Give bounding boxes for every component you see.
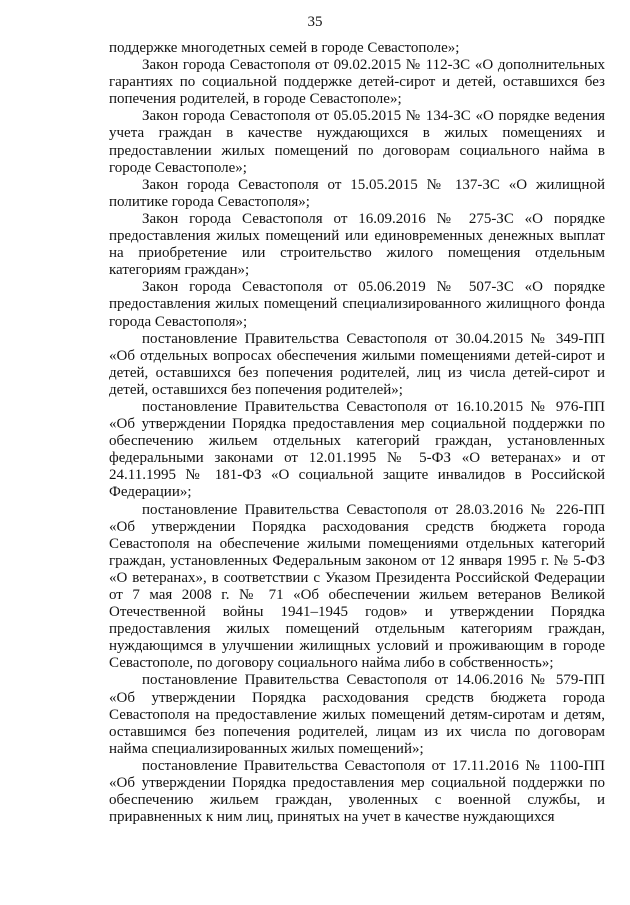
paragraph-continuation: поддержке многодетных семей в городе Севастополе»; [109, 40, 460, 56]
paragraph-resolution-579-pp: постановление Правительства Севастополя от 14.06.2016 № 579-ПП «Об утверждении Порядка расходования средств бюджета города Севастополя на предоставление жилых помещений детям-сиротам и детям, оставшимся без попечения родителей, лицам из их числа по договорам найма специализированных жилых помещений»; [109, 672, 605, 757]
paragraph-resolution-1100-pp: постановление Правительства Севастополя от 17.11.2016 № 1100-ПП «Об утверждении Порядка предоставления мер социальной поддержки по обеспечению жильем граждан, уволенных с военной службы, и приравненных к ним лиц, принятых на учет в качестве нуждающихся [109, 757, 605, 826]
paragraph-law-275-zs: Закон города Севастополя от 16.09.2016 № 275-ЗС «О порядке предоставления жилых помещений или единовременных денежных выплат на приобретение или строительство жилого помещения отдельным категориям граждан»; [109, 210, 605, 279]
paragraph-law-507-zs: Закон города Севастополя от 05.06.2019 № 507-ЗС «О порядке предоставления жилых помещений специализированного жилищного фонда города Севастополя»; [109, 279, 605, 330]
paragraph-resolution-349-pp: постановление Правительства Севастополя от 30.04.2015 № 349-ПП «Об отдельных вопросах обеспечения жилыми помещениями детей-сирот и детей, оставшихся без попечения родителей, лиц из числа детей-сирот и детей, оставшихся без попечения родителей»; [109, 330, 605, 398]
paragraph-law-112-zs: Закон города Севастополя от 09.02.2015 № 112-ЗС «О дополнительных гарантиях по социальной поддержке детей-сирот и детей, оставшихся без попечения родителей, в городе Севастополе»; [109, 57, 605, 108]
paragraph-resolution-226-pp: постановление Правительства Севастополя от 28.03.2016 № 226-ПП «Об утверждении Порядка расходования средств бюджета города Севастополя на обеспечение жилыми помещениями отдельных категорий граждан, установленных Федеральным законом от 12 января 1995 г. № 5-ФЗ «О ветеранах», в соответствии с Указом Президента Российской Федерации от 7 мая 2008 г. № 71 «Об обеспечении жильем ветеранов Великой Отечественной войны 1941–1945 годов» и утверждении Порядка предоставления жилых помещений отдельным категориям граждан, нуждающимся в улучшении жилищных условий и проживающим в городе Севастополе, по договору социального найма либо в собственность»; [109, 501, 605, 672]
document-body [109, 40, 605, 826]
paragraph-law-137-zs: Закон города Севастополя от 15.05.2015 № 137-ЗС «О жилищной политике города Севастополя»; [109, 176, 605, 210]
paragraph-law-134-zs: Закон города Севастополя от 05.05.2015 № 134-ЗС «О порядке ведения учета граждан в качестве нуждающихся в жилых помещениях и предоставлении жилых помещений по договорам социального найма в городе Севастополе»; [109, 108, 605, 176]
paragraph-resolution-976-pp: постановление Правительства Севастополя от 16.10.2015 № 976-ПП «Об утверждении Порядка предоставления мер социальной поддержки по обеспечению жильем отдельных категорий граждан, установленных федеральными законами от 12.01.1995 № 5-ФЗ «О ветеранах» и от 24.11.1995 № 181-ФЗ «О социальной защите инвалидов в Российской Федерации»; [109, 398, 605, 501]
page-number: 35 [307, 14, 323, 30]
